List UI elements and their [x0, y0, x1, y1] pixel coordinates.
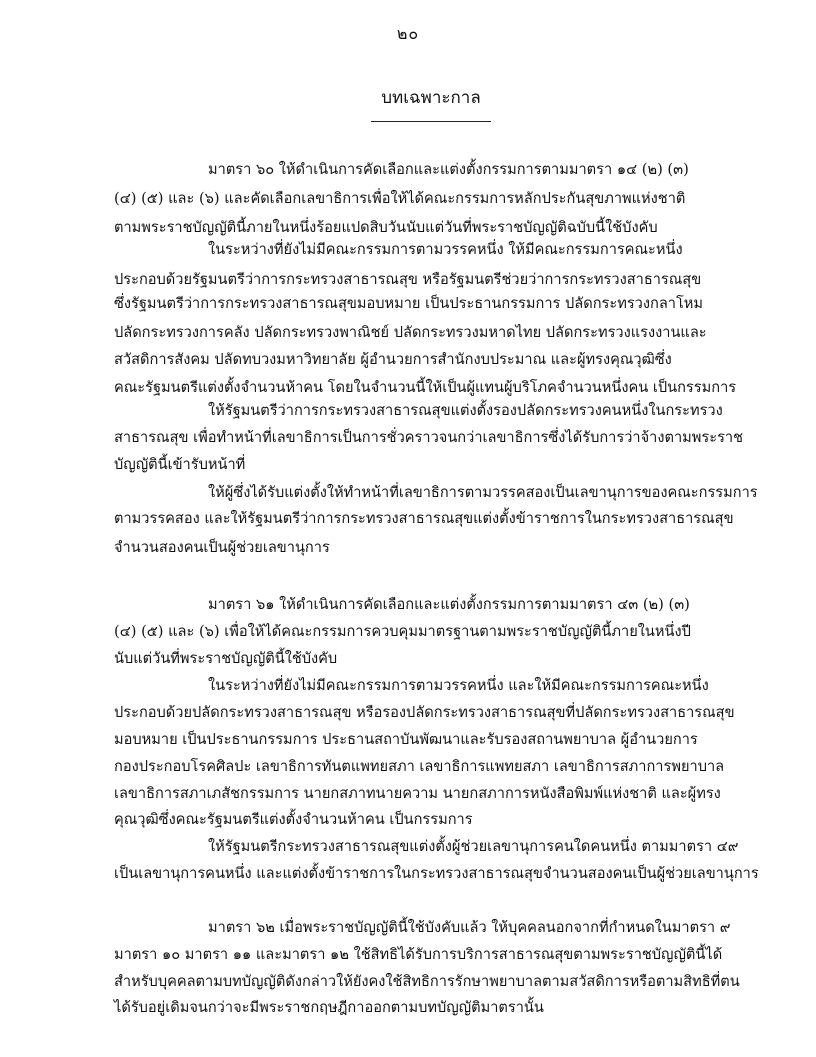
section-60-line: สาธารณสุข เพื่อทำหน้าที่เลขาธิการเป็นการชั่วคราวจนกว่าเลขาธิการซึ่งได้รับการว่าจ้างตามพระราช [114, 429, 744, 446]
page-number: ๒๐ [396, 24, 420, 43]
section-61-line: นับแต่วันที่พระราชบัญญัตินี้ใช้บังคับ [114, 650, 338, 667]
section-61-line: มอบหมาย เป็นประธานกรรมการ ประธานสถาบันพัฒนาและรับรองสถานพยาบาล ผู้อำนวยการ [114, 731, 698, 748]
section-60-line: (๔) (๕) และ (๖) และคัดเลือกเลขาธิการเพื่อให้ได้คณะกรรมการหลักประกันสุขภาพแห่งชาติ [114, 190, 686, 207]
section-62-line: มาตรา ๖๒ เมื่อพระราชบัญญัตินี้ใช้บังคับแล้ว ให้บุคคลนอกจากที่กำหนดในมาตรา ๙ [208, 919, 731, 936]
section-60-line: จำนวนสองคนเป็นผู้ช่วยเลขานุการ [114, 539, 330, 556]
section-60-line: ให้ผู้ซึ่งได้รับแต่งตั้งให้ทำหน้าที่เลขาธิการตามวรรคสองเป็นเลขานุการของคณะกรรมการ [208, 484, 758, 501]
section-60-line: บัญญัตินี้เข้ารับหน้าที่ [114, 456, 246, 473]
title-underline [371, 121, 491, 122]
section-60-line: ตามวรรคสอง และให้รัฐมนตรีว่าการกระทรวงสาธารณสุขแต่งตั้งข้าราชการในกระทรวงสาธารณสุข [114, 510, 734, 527]
section-60-line: คณะรัฐมนตรีแต่งตั้งจำนวนห้าคน โดยในจำนวนนี้ให้เป็นผู้แทนผู้บริโภคจำนวนหนึ่งคน เป็นกรรมการ [114, 379, 737, 396]
section-60-line: ตามพระราชบัญญัตินี้ภายในหนึ่งร้อยแปดสิบวันนับแต่วันที่พระราชบัญญัติฉบับนี้ใช้บังคับ [114, 219, 658, 236]
section-61-line: ประกอบด้วยปลัดกระทรวงสาธารณสุข หรือรองปลัดกระทรวงสาธารณสุขที่ปลัดกระทรวงสาธารณสุข [114, 704, 735, 721]
section-61-line: กองประกอบโรคศิลปะ เลขาธิการทันตแพทยสภา เลขาธิการแพทยสภา เลขาธิการสภาการพยาบาล [114, 758, 725, 775]
section-60-line: ปลัดกระทรวงการคลัง ปลัดกระทรวงพาณิชย์ ปลัดกระทรวงมหาดไทย ปลัดกระทรวงแรงงานและ [114, 324, 707, 341]
section-61-line: เป็นเลขานุการคนหนึ่ง และแต่งตั้งข้าราชการในกระทรวงสาธารณสุขจำนวนสองคนเป็นผู้ช่วยเลขานุการ [114, 865, 759, 882]
section-62-line: มาตรา ๑๐ มาตรา ๑๑ และมาตรา ๑๒ ใช้สิทธิได้รับการบริการสาธารณสุขตามพระราชบัญญัตินี้ได้ [114, 946, 723, 963]
section-61-line: (๔) (๕) และ (๖) เพื่อให้ได้คณะกรรมการควบคุมมาตรฐานตามพระราชบัญญัตินี้ภายในหนึ่งปี [114, 623, 691, 640]
section-60-line: ให้รัฐมนตรีว่าการกระทรวงสาธารณสุขแต่งตั้งรองปลัดกระทรวงคนหนึ่งในกระทรวง [208, 402, 723, 419]
section-62-line: ได้รับอยู่เดิมจนกว่าจะมีพระราชกฤษฎีกาออกตามบทบัญญัติมาตรานั้น [114, 999, 544, 1016]
chapter-title: บทเฉพาะกาล [381, 88, 481, 108]
section-62-line: สำหรับบุคคลตามบทบัญญัติดังกล่าวให้ยังคงใช้สิทธิการรักษาพยาบาลตามสวัสดิการหรือตามสิทธิที่ตน [114, 973, 740, 990]
section-60-line: ประกอบด้วยรัฐมนตรีว่าการกระทรวงสาธารณสุข หรือรัฐมนตรีช่วยว่าการกระทรวงสาธารณสุข [114, 271, 702, 288]
section-61-line: ในระหว่างที่ยังไม่มีคณะกรรมการตามวรรคหนึ่ง และให้มีคณะกรรมการคณะหนึ่ง [208, 677, 709, 694]
section-61-line: เลขาธิการสภาเภสัชกรรมการ นายกสภาทนายความ นายกสภาการหนังสือพิมพ์แห่งชาติ และผู้ทรง [114, 785, 721, 802]
section-61-line: คุณวุฒิซึ่งคณะรัฐมนตรีแต่งตั้งจำนวนห้าคน เป็นกรรมการ [114, 811, 473, 828]
section-61-line: มาตรา ๖๑ ให้ดำเนินการคัดเลือกและแต่งตั้งกรรมการตามมาตรา ๔๓ (๒) (๓) [208, 596, 690, 613]
section-60-line: ซึ่งรัฐมนตรีว่าการกระทรวงสาธารณสุขมอบหมาย เป็นประธานกรรมการ ปลัดกระทรวงกลาโหม [114, 295, 704, 312]
section-61-line: ให้รัฐมนตรีกระทรวงสาธารณสุขแต่งตั้งผู้ช่วยเลขานุการคนใดคนหนึ่ง ตามมาตรา ๔๙ [208, 838, 739, 855]
section-60-line: มาตรา ๖๐ ให้ดำเนินการคัดเลือกและแต่งตั้งกรรมการตามมาตรา ๑๔ (๒) (๓) [208, 161, 689, 178]
section-60-line: สวัสดิการสังคม ปลัดทบวงมหาวิทยาลัย ผู้อำนวยการสำนักงบประมาณ และผู้ทรงคุณวุฒิซึ่ง [114, 351, 672, 368]
section-60-line: ในระหว่างที่ยังไม่มีคณะกรรมการตามวรรคหนึ่ง ให้มีคณะกรรมการคณะหนึ่ง [208, 241, 683, 258]
